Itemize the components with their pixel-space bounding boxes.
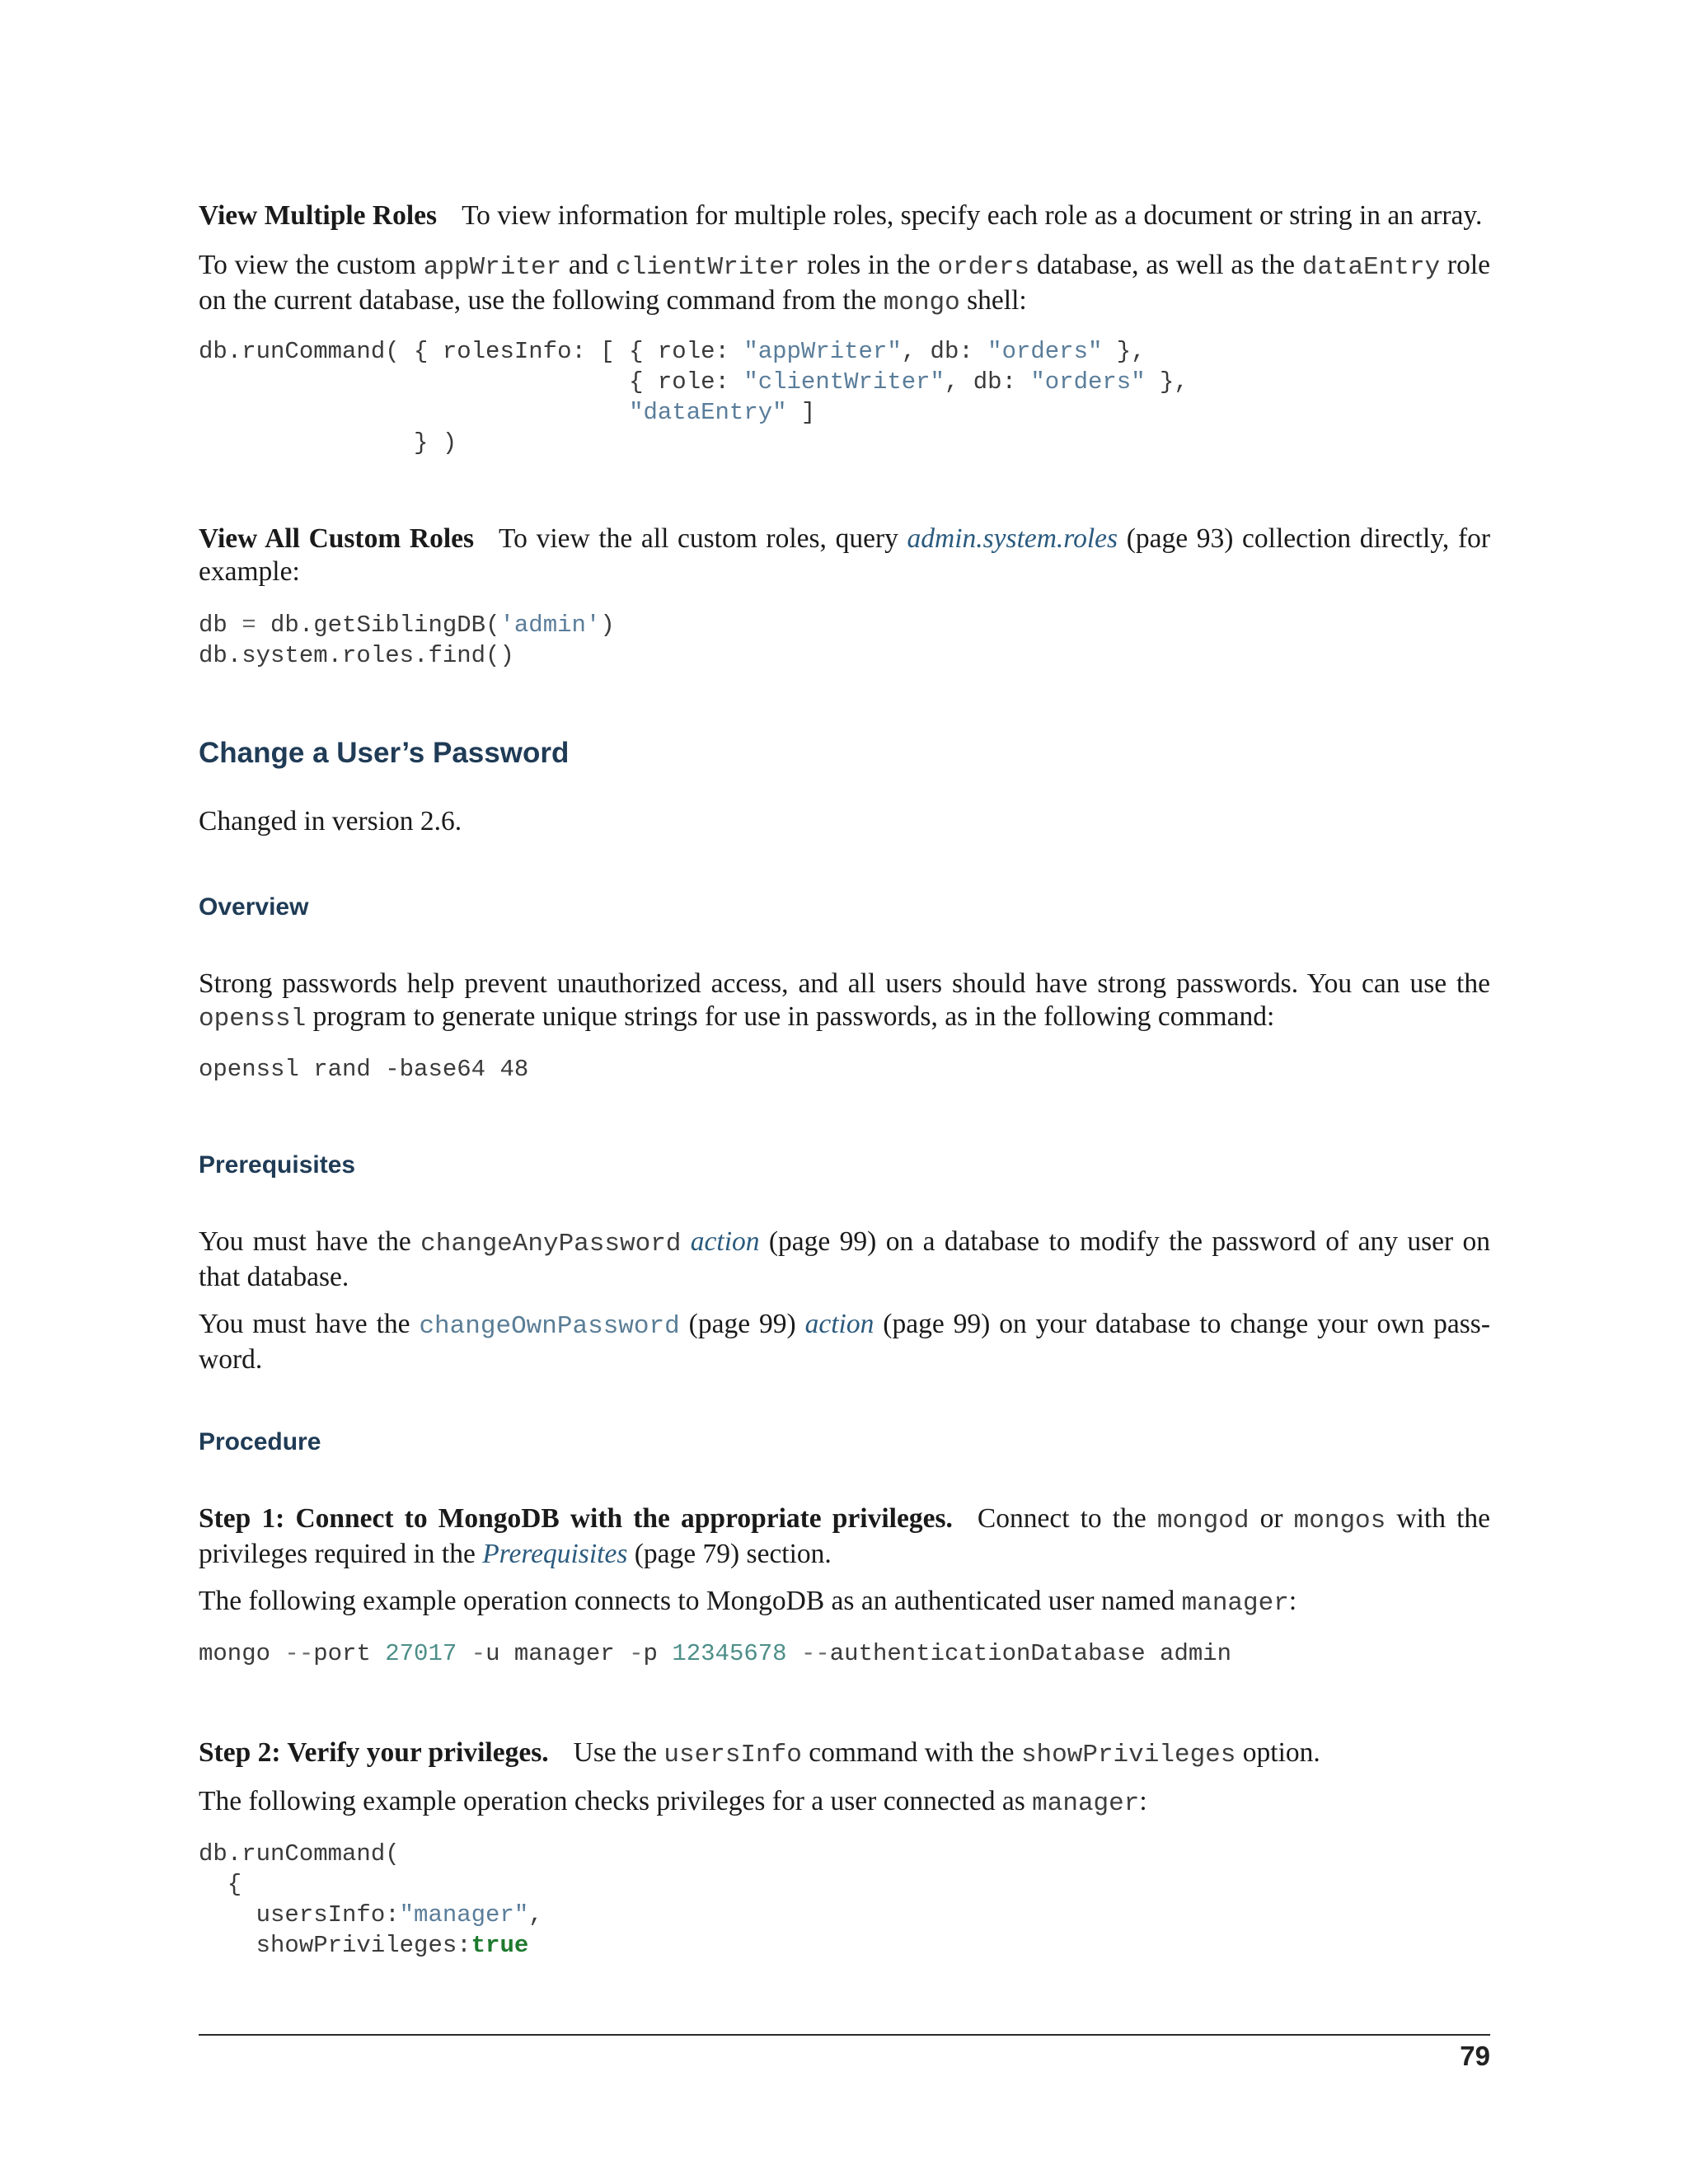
procedure-heading-block [199, 1428, 1490, 1456]
step-2-example-text: The following example operation checks privileges for a user connected as manager: [199, 1786, 1147, 1818]
prerequisites-heading: Prerequisites [199, 1151, 356, 1179]
footer-rule [199, 2034, 1490, 2036]
roles-paragraph: To view the custom appWriter and clientWriter roles in the orders database, as well as the dataEntry role on the current database, use the following command from the mongo shell: [199, 250, 1490, 317]
view-multiple-roles-intro: View Multiple Roles To view information for multiple roles, specify each role as a document or string in an array. [199, 200, 1483, 231]
step-1-paragraph: Step 1: Connect to MongoDB with the appropriate privileges. Connect to the mongod or mongos with the privileges required in the Prerequisites (page 79) section. [199, 1503, 1490, 1569]
users-info-code-block: db.runCommand( { usersInfo:"manager", showPrivileges:true [199, 1840, 543, 1959]
step-1-heading: Step 1: Connect to MongoDB with the appropriate privileges. [199, 1503, 953, 1534]
step-2-paragraph: Step 2: Verify your privileges. Use the usersInfo command with the showPrivileges option. [199, 1737, 1320, 1769]
prerequisites-paragraph-1: You must have the changeAnyPassword action (page 99) on a database to modify the password of any user on that database. [199, 1226, 1491, 1292]
change-own-password-link[interactable]: changeOwnPassword [419, 1312, 680, 1341]
get-sibling-code-block: db = db.getSiblingDB('admin') db.system.roles.find() [199, 612, 615, 669]
roles-info-code-block: db.runCommand( { rolesInfo: [ { role: "appWriter", db: "orders" }, { role: "clientWriter", db: "orders" }, "dataEntry" ] } ) [199, 338, 1189, 457]
view-multiple-roles-heading: View Multiple Roles [199, 200, 438, 231]
change-password-heading: Change a User’s Password [199, 737, 570, 769]
view-multiple-roles-section [199, 199, 1490, 232]
procedure-heading: Procedure [199, 1428, 321, 1455]
view-all-custom-roles-heading: View All Custom Roles [199, 523, 475, 554]
changed-in-version: Changed in version 2.6. [199, 806, 462, 837]
mongo-connect-code-block: mongo --port 27017 -u manager -p 12345678 --authenticationDatabase admin [199, 1640, 1232, 1667]
prerequisites-link[interactable]: Prerequisites [482, 1539, 628, 1569]
prerequisites-heading-block [199, 1151, 1490, 1179]
view-all-custom-roles-section: View All Custom Roles To view the all custom roles, query admin.system.roles (page 93) collection directly, for example: [199, 523, 1491, 587]
overview-paragraph: Strong passwords help prevent unauthorized access, and all users should have strong passwords. You can use the openssl program to generate unique strings for use in passwords, as in the following command: [199, 968, 1490, 1033]
prerequisites-paragraph-2: You must have the changeOwnPassword (page 99) action (page 99) on your database to change your own pass-word. [199, 1309, 1490, 1375]
overview-heading-block [199, 893, 1490, 921]
page-number: 79 [1460, 2041, 1490, 2071]
openssl-code-block: openssl rand -base64 48 [199, 1056, 529, 1083]
step-2-heading: Step 2: Verify your privileges. [199, 1737, 549, 1768]
action-link[interactable]: action [804, 1309, 874, 1339]
admin-system-roles-link[interactable]: admin.system.roles [907, 523, 1118, 554]
overview-heading: Overview [199, 893, 309, 921]
step-1-example-text: The following example operation connects to MongoDB as an authenticated user named manager: [199, 1586, 1297, 1618]
action-link[interactable]: action [690, 1226, 760, 1257]
change-password-heading-block [199, 737, 1490, 770]
